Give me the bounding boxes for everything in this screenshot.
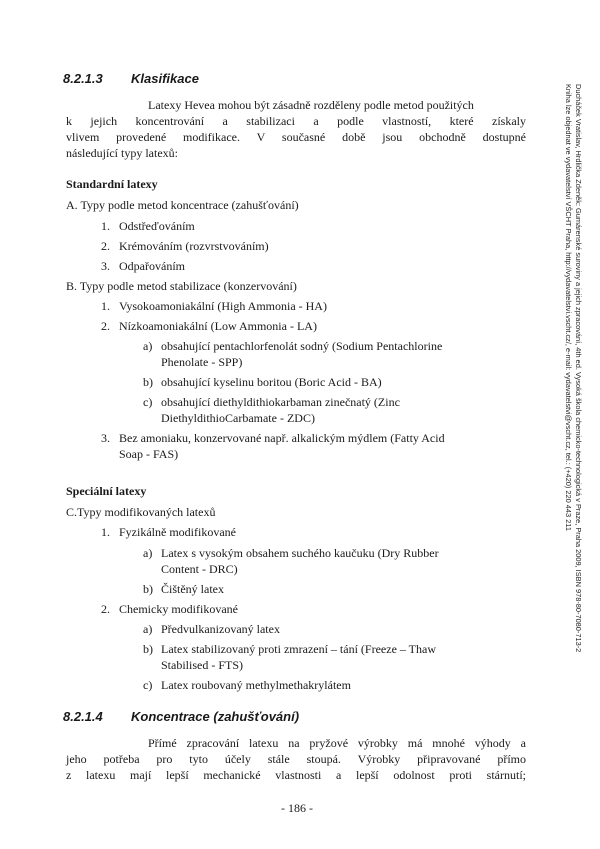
list-item: 1. Odstřeďováním bbox=[101, 219, 195, 233]
sub-list-item: b) Latex stabilizovaný proti zmrazení – tání (Freeze – Thaw bbox=[143, 642, 437, 656]
copyright-sidebar bbox=[564, 84, 583, 653]
sub-list-item: a) obsahující pentachlorfenolát sodný (Sodium Pentachlorine bbox=[143, 339, 443, 353]
sub-list-item: a) Předvulkanizovaný latex bbox=[143, 622, 280, 636]
order-line: Kniha lze objednat ve vydavatelství VŠCHT Praha, http://vydavatelstvi.vscht.cz/, e-mail: vydavatelstvi@vscht.cz, tel.: (+420) 220 443 211 bbox=[564, 84, 574, 531]
list-item: 2. Krémováním (rozvrstvováním) bbox=[101, 239, 269, 253]
sub-list-item-cont: DiethyldithioCarbamate - ZDC) bbox=[161, 411, 315, 425]
paragraph-line: Přímé zpracování latexu na pryžové výrobky má mnohé výhody a bbox=[148, 736, 526, 750]
subheading-special: Speciální latexy bbox=[66, 484, 147, 498]
sub-list-item-cont: Phenolate - SPP) bbox=[161, 355, 243, 369]
paragraph-line: k jejich koncentrování a stabilizaci a podle vlastností, které získaly bbox=[66, 114, 526, 128]
list-item: 1. Fyzikálně modifikované bbox=[101, 525, 236, 539]
list-label-b: B. Typy podle metod stabilizace (konzervování) bbox=[66, 279, 297, 293]
section-heading-klasifikace bbox=[63, 71, 199, 86]
paragraph-line: Latexy Hevea mohou být zásadně rozděleny podle metod použitých bbox=[148, 98, 474, 112]
sub-list-item: c) obsahující diethyldithiokarbaman zinečnatý (Zinc bbox=[143, 395, 400, 409]
list-item: 2. Chemicky modifikované bbox=[101, 602, 238, 616]
list-item: 3. Bez amoniaku, konzervované např. alkalickým mýdlem (Fatty Acid bbox=[101, 431, 445, 445]
list-label-c: C.Typy modifikovaných latexů bbox=[66, 505, 216, 519]
list-item: 2. Nízkoamoniakální (Low Ammonia - LA) bbox=[101, 319, 317, 333]
list-label-a: A. Typy podle metod koncentrace (zahušťování) bbox=[66, 198, 299, 212]
citation-line: Ducháček Vratislav, Hrdlička Zdeněk: Gumárenské suroviny a jejich zpracování, 4th ed. Vysoká škola chemicko-technologická v Praze, Praha 2009, ISBN 978-80-7080-713-2 bbox=[574, 84, 583, 653]
section-title: Koncentrace (zahušťování) bbox=[131, 709, 300, 724]
page-number: - 186 - bbox=[281, 801, 313, 815]
sub-list-item: a) Latex s vysokým obsahem suchého kaučuku (Dry Rubber bbox=[143, 546, 439, 560]
sub-list-item-cont: Content - DRC) bbox=[161, 562, 238, 576]
paragraph-line: jeho potřeba pro tyto účely stále stoupá. Výrobky připravované přímo bbox=[66, 752, 526, 766]
sub-list-item-cont: Stabilised - FTS) bbox=[161, 658, 244, 672]
paragraph-line: vlivem provedené modifikace. V současné době jsou obchodně dostupné bbox=[66, 130, 526, 144]
paragraph-line: z latexu mají lepší mechanické vlastnosti a lepší odolnost proti stárnutí; bbox=[66, 768, 526, 782]
list-item: 3. Odpařováním bbox=[101, 259, 185, 273]
subheading-standard: Standardní latexy bbox=[66, 177, 158, 191]
section-heading-koncentrace bbox=[63, 709, 299, 724]
sub-list-item: c) Latex roubovaný methylmethakrylátem bbox=[143, 678, 351, 692]
section-number: 8.2.1.4 bbox=[63, 709, 103, 724]
section-number: 8.2.1.3 bbox=[63, 71, 103, 86]
sub-list-item: b) obsahující kyselinu boritou (Boric Acid - BA) bbox=[143, 375, 382, 389]
list-item-cont: Soap - FAS) bbox=[119, 447, 179, 461]
list-item: 1. Vysokoamoniakální (High Ammonia - HA) bbox=[101, 299, 327, 313]
section-title: Klasifikace bbox=[131, 71, 199, 86]
sub-list-item: b) Čištěný latex bbox=[143, 582, 224, 596]
paragraph-line: následující typy latexů: bbox=[66, 146, 178, 160]
